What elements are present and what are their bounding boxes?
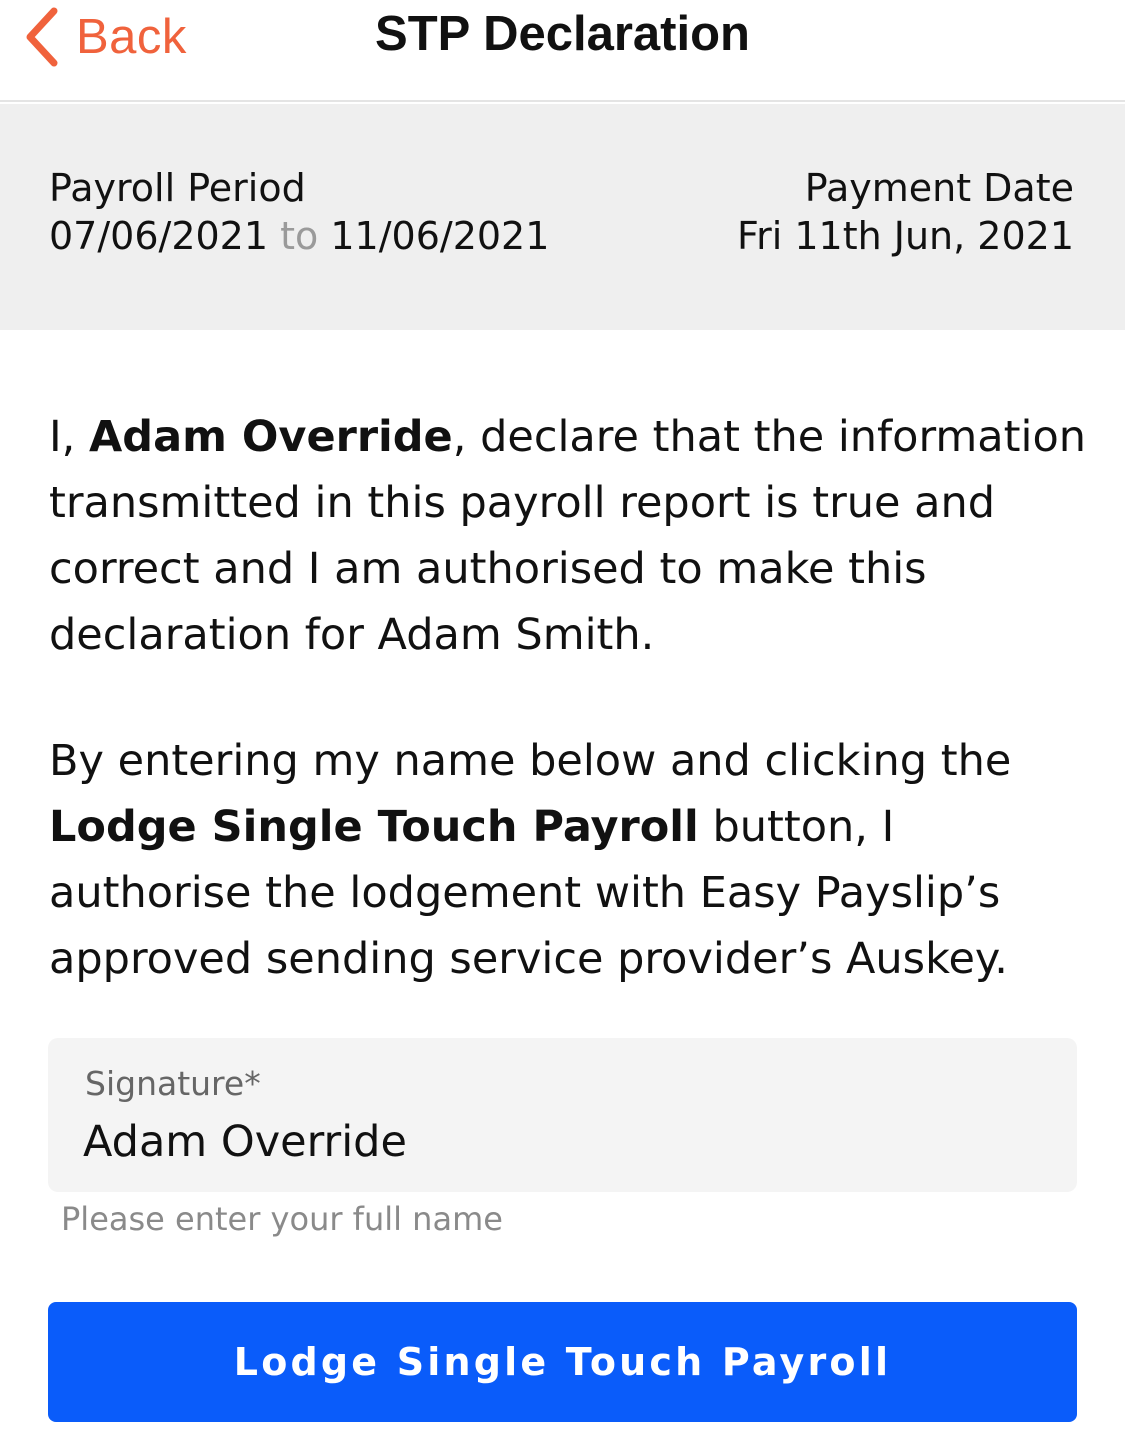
back-label: Back [76, 10, 187, 64]
signature-field[interactable] [48, 1038, 1077, 1192]
declaration-text [49, 404, 1099, 668]
lodge-stp-button-label: Lodge Single Touch Payroll [233, 1340, 892, 1384]
payment-date-label: Payment Date [804, 166, 1074, 210]
lodge-stp-button[interactable] [48, 1302, 1077, 1422]
signature-label: Signature* [85, 1064, 261, 1103]
declarant-name: Adam Override [89, 412, 453, 462]
payroll-period-block [49, 164, 549, 260]
signature-input[interactable] [83, 1112, 1023, 1172]
period-to-word: to [280, 214, 319, 258]
payroll-period-label: Payroll Period [49, 166, 306, 210]
authorisation-prefix: By entering my name below and clicking the [49, 736, 1012, 786]
navigation-bar [0, 0, 1125, 102]
declaration-suffix: , declare that the information transmitted in this payroll report is true and correct and I am authorised to make this declaration for Adam Smith. [49, 412, 1087, 660]
payroll-period-range [49, 212, 549, 260]
payment-date-block [737, 164, 1074, 260]
signature-helper-text: Please enter your full name [61, 1200, 503, 1238]
authorisation-suffix: button, I authorise the lodgement with Easy Payslip’s approved sending service provider’s Auskey. [49, 802, 1008, 984]
payment-date-value: Fri 11th Jun, 2021 [736, 214, 1074, 258]
period-end-date: 11/06/2021 [330, 214, 550, 258]
authorisation-button-name: Lodge Single Touch Payroll [49, 802, 699, 852]
page-title: STP Declaration [375, 7, 750, 61]
declaration-prefix: I, [49, 412, 90, 462]
payroll-period-header [0, 104, 1125, 330]
period-start-date: 07/06/2021 [49, 214, 269, 258]
authorisation-text [49, 728, 1099, 992]
